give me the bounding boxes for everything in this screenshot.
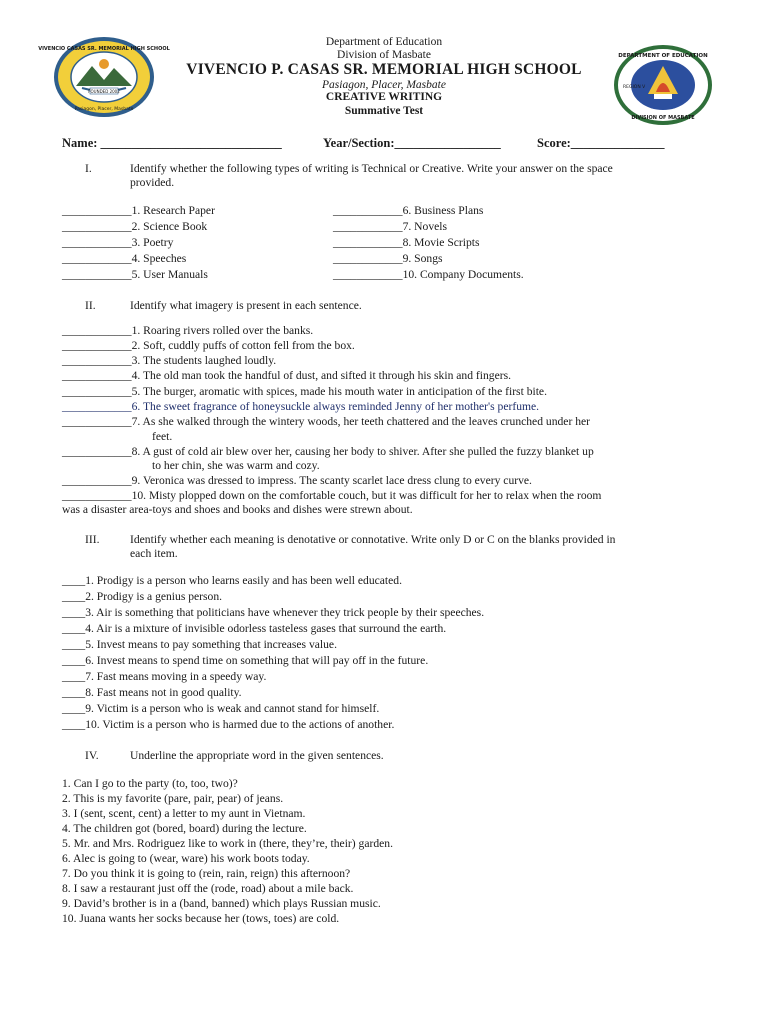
subject-title: CREATIVE WRITING [325, 91, 443, 103]
part4-instruction: Underline the appropriate word in the given sentences. [130, 749, 384, 762]
part3-instruction-cont: each item. [130, 547, 178, 560]
part2-item: ____________7. As she walked through the wintery woods, her teeth chattered and the leaves crunched under her [62, 415, 591, 428]
part2-item: ____________10. Misty plopped down on the comfortable couch, but it was difficult for her to relax when the room [62, 489, 602, 502]
part3-item: ____4. Air is a mixture of invisible odorless tasteless gases that surround the earth. [62, 622, 447, 635]
part4-item: 7. Do you think it is going to (rein, rain, reign) this afternoon? [62, 867, 351, 880]
part3-item: ____5. Invest means to pay something that increases value. [62, 638, 337, 651]
part2-item: ____________4. The old man took the handful of dust, and sifted it through his skin and fingers. [62, 369, 511, 382]
part3-item: ____8. Fast means not in good quality. [62, 686, 242, 699]
part1-item: ____________10. Company Documents. [333, 268, 524, 281]
svg-text:REGION V: REGION V [623, 85, 646, 90]
part1-item: ____________8. Movie Scripts [333, 236, 480, 249]
part4-item: 1. Can I go to the party (to, too, two)? [62, 777, 238, 790]
part3-item: ____10. Victim is a person who is harmed due to the actions of another. [62, 718, 395, 731]
year-section-field: Year/Section:_________________ [323, 136, 501, 150]
part1-item: ____________4. Speeches [62, 252, 187, 265]
part2-item-cont: feet. [152, 430, 173, 443]
part1-instruction-cont: provided. [130, 176, 175, 189]
part2-instruction: Identify what imagery is present in each sentence. [130, 299, 362, 312]
part4-item: 5. Mr. and Mrs. Rodriguez like to work in (there, they’re, their) garden. [62, 837, 393, 850]
division-line: Division of Masbate [337, 49, 431, 61]
part1-item: ____________1. Research Paper [62, 204, 215, 217]
part1-number: I. [85, 162, 92, 175]
part3-item: ____1. Prodigy is a person who learns easily and has been well educated. [62, 574, 402, 587]
part2-item-cont: to her chin, she was warm and cozy. [152, 459, 320, 472]
part1-item: ____________7. Novels [333, 220, 448, 233]
part3-instruction: Identify whether each meaning is denotative or connotative. Write only D or C on the blanks provided in [130, 533, 616, 546]
part2-item: ____________2. Soft, cuddly puffs of cotton fell from the box. [62, 339, 355, 352]
part2-item-cont: was a disaster area-toys and shoes and books and dishes were strewn about. [62, 503, 413, 516]
svg-text:FOUNDED 2002: FOUNDED 2002 [88, 89, 120, 94]
svg-text:DEPARTMENT OF EDUCATION: DEPARTMENT OF EDUCATION [618, 53, 708, 59]
part4-item: 10. Juana wants her socks because her (tows, toes) are cold. [62, 912, 340, 925]
part2-item: ____________9. Veronica was dressed to impress. The scanty scarlet lace dress clung to every curve. [62, 474, 532, 487]
part2-item: ____________3. The students laughed loudly. [62, 354, 277, 367]
school-name: VIVENCIO P. CASAS SR. MEMORIAL HIGH SCHOOL [186, 61, 582, 78]
school-address: Pasiagon, Placer, Masbate [322, 79, 446, 91]
part4-item: 6. Alec is going to (wear, ware) his work boots today. [62, 852, 310, 865]
part3-item: ____6. Invest means to spend time on something that will pay off in the future. [62, 654, 429, 667]
part4-item: 9. David’s brother is in a (band, banned) which plays Russian music. [62, 897, 381, 910]
score-field: Score:_______________ [537, 136, 665, 150]
department-line: Department of Education [325, 36, 443, 48]
part2-item: ____________8. A gust of cold air blew over her, causing her body to shiver. After she pulled the fuzzy blanket up [62, 445, 594, 458]
part2-number: II. [85, 299, 96, 312]
part3-item: ____9. Victim is a person who is weak and cannot stand for himself. [62, 702, 380, 715]
part4-item: 4. The children got (bored, board) during the lecture. [62, 822, 307, 835]
part1-instruction: Identify whether the following types of writing is Technical or Creative. Write your answer on the space [130, 162, 613, 175]
test-title: Summative Test [344, 105, 424, 117]
part3-item: ____2. Prodigy is a genius person. [62, 590, 223, 603]
part1-item: ____________5. User Manuals [62, 268, 208, 281]
part3-item: ____7. Fast means moving in a speedy way. [62, 670, 267, 683]
svg-text:DIVISION OF MASBATE: DIVISION OF MASBATE [631, 115, 695, 121]
svg-text:Pasiagon, Placer, Masbate: Pasiagon, Placer, Masbate [74, 107, 134, 112]
part1-item: ____________3. Poetry [62, 236, 174, 249]
part4-item: 2. This is my favorite (pare, pair, pear) of jeans. [62, 792, 284, 805]
svg-text:VIVENCIO CASAS SR. MEMORIAL HI: VIVENCIO CASAS SR. MEMORIAL HIGH SCHOOL [38, 46, 170, 52]
part1-item: ____________6. Business Plans [333, 204, 484, 217]
part1-item: ____________9. Songs [333, 252, 443, 265]
part4-number: IV. [85, 749, 99, 762]
part3-item: ____3. Air is something that politicians have whenever they trick people by their speeches. [62, 606, 485, 619]
part3-number: III. [85, 533, 100, 546]
part1-item: ____________2. Science Book [62, 220, 208, 233]
part4-item: 8. I saw a restaurant just off the (rode, road) about a mile back. [62, 882, 354, 895]
part2-item: ____________5. The burger, aromatic with spices, made his mouth water in anticipation of the first bite. [62, 385, 547, 398]
part2-item: ____________1. Roaring rivers rolled over the banks. [62, 324, 314, 337]
part4-item: 3. I (sent, scent, cent) a letter to my aunt in Vietnam. [62, 807, 306, 820]
part2-item: ____________6. The sweet fragrance of honeysuckle always reminded Jenny of her mother's perfume. [62, 400, 540, 413]
name-field: Name: _____________________________ [62, 136, 282, 150]
